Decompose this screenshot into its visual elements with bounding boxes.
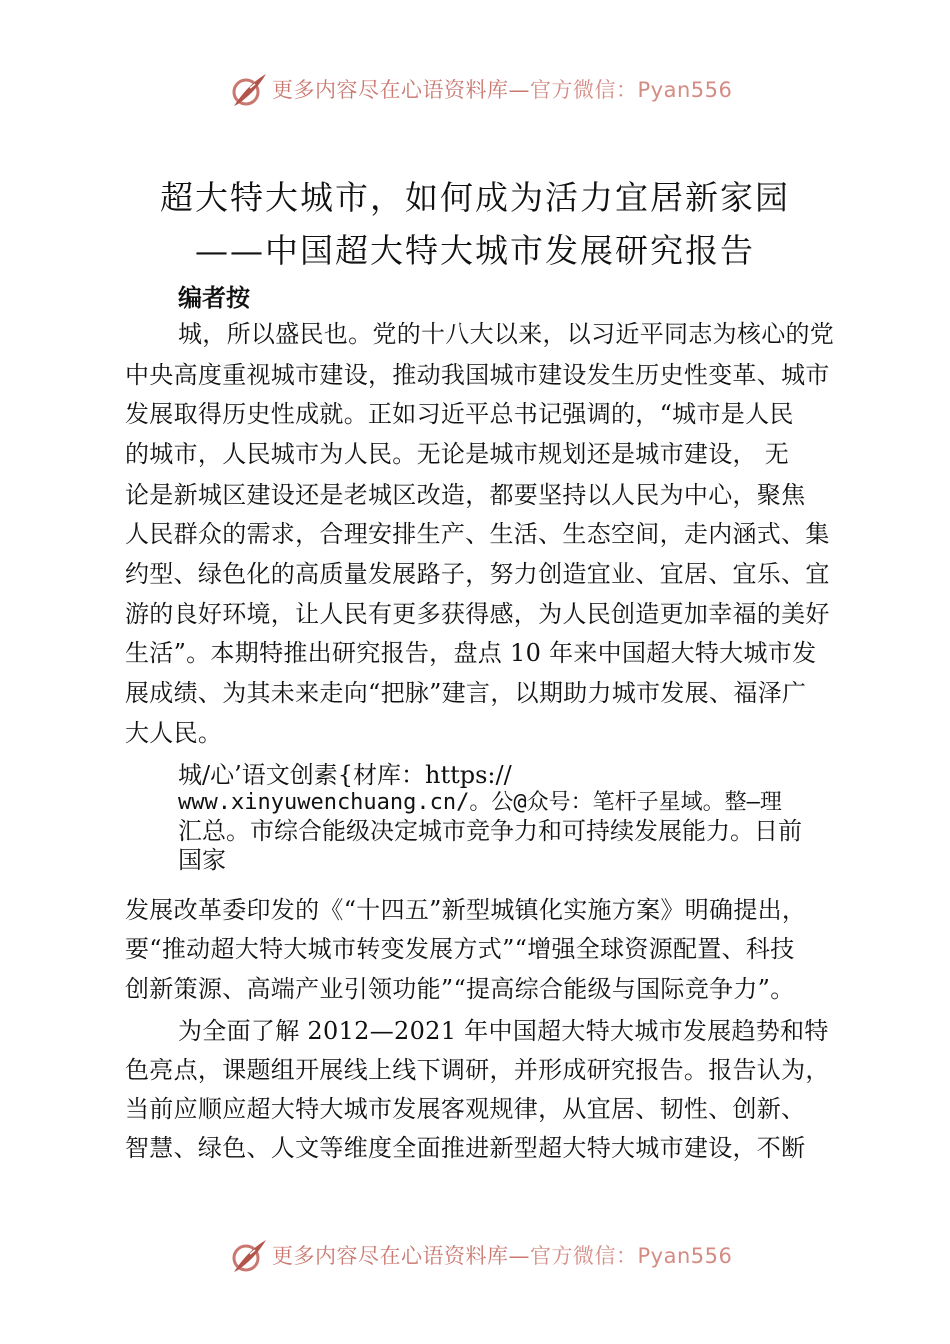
document-subtitle: ——中国超大特大城市发展研究报告 — [195, 231, 755, 270]
source-line: 国家 — [178, 846, 226, 874]
editor-note-heading: 编者按 — [178, 284, 250, 312]
paragraph-line: 的城市，人民城市为人民。无论是城市规划还是城市建设， 无 — [125, 440, 790, 468]
quill-logo-icon — [228, 72, 268, 108]
paragraph-line: 中央高度重视城市建设，推动我国城市建设发生历史性变革、城市 — [125, 361, 830, 389]
banner-text — [272, 78, 732, 102]
paragraph-line: 要“推动超大特大城市转变发展方式”“增强全球资源配置、科技 — [125, 935, 795, 963]
paragraph-line: 为全面了解 2012—2021 年中国超大特大城市发展趋势和特 — [178, 1017, 829, 1045]
source-line: 城/心’语文创素{材库：https:// — [178, 761, 512, 789]
paragraph-line: 约型、绿色化的高质量发展路子，努力创造宜业、宜居、宜乐、宜 — [125, 560, 830, 588]
paragraph-line: 智慧、绿色、人文等维度全面推进新型超大特大城市建设，不断 — [125, 1134, 806, 1162]
source-url-line: www.xinyuwenchuang.cn/。公@众号：笔杆子星域。整—理 — [178, 790, 782, 815]
banner-wechat-text: 官方微信：Pyan556 — [530, 78, 733, 102]
paragraph-line: 游的良好环境，让人民有更多获得感，为人民创造更加幸福的美好 — [125, 600, 830, 628]
footer-banner — [0, 1236, 950, 1276]
document-title: 超大特大城市，如何成为活力宜居新家园 — [160, 178, 790, 217]
banner-text — [272, 1244, 732, 1268]
paragraph-line: 生活”。本期特推出研究报告，盘点 10 年来中国超大特大城市发 — [125, 639, 817, 667]
paragraph-line: 发展取得历史性成就。正如习近平总书记强调的，“城市是人民 — [125, 400, 794, 428]
banner-main-text: 更多内容尽在心语资料库— — [272, 78, 530, 102]
paragraph-line: 展成绩、为其未来走向“把脉”建言，以期助力城市发展、福泽广 — [125, 679, 807, 707]
paragraph-line: 当前应顺应超大特大城市发展客观规律，从宜居、韧性、创新、 — [125, 1095, 806, 1123]
paragraph-line: 论是新城区建设还是老城区改造，都要坚持以人民为中心，聚焦 — [125, 481, 806, 509]
source-line: 汇总。市综合能级决定城市竞争力和可持续发展能力。日前 — [178, 817, 802, 845]
paragraph-line: 人民群众的需求，合理安排生产、生活、生态空间，走内涵式、集 — [125, 520, 830, 548]
banner-main-text: 更多内容尽在心语资料库— — [272, 1244, 530, 1268]
paragraph-line: 发展改革委印发的《“十四五”新型城镇化实施方案》明确提出， — [125, 896, 807, 924]
paragraph-line: 色亮点，课题组开展线上线下调研，并形成研究报告。报告认为， — [125, 1056, 830, 1084]
quill-logo-icon — [228, 1238, 268, 1274]
banner-wechat-text: 官方微信：Pyan556 — [530, 1244, 733, 1268]
paragraph-line: 城，所以盛民也。党的十八大以来，以习近平同志为核心的党 — [178, 320, 835, 348]
header-banner — [0, 70, 950, 110]
paragraph-line: 创新策源、高端产业引领功能”“提高综合能级与国际竞争力”。 — [125, 975, 795, 1003]
paragraph-line: 大人民。 — [125, 719, 223, 747]
